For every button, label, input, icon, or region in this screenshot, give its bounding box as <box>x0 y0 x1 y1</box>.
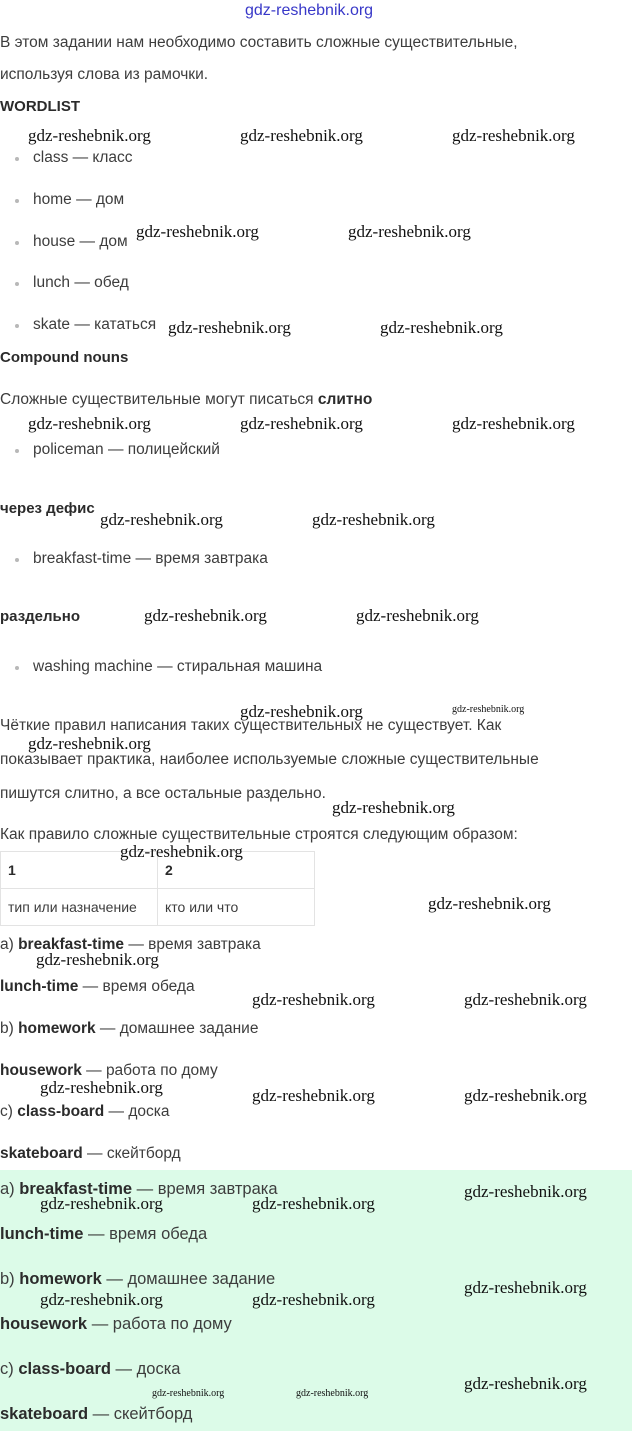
watermark: gdz-reshebnik.org <box>452 126 575 145</box>
answer-term: homework <box>19 1270 102 1288</box>
watermark: gdz-reshebnik.org <box>36 950 159 969</box>
example-prefix: b) <box>0 1020 19 1037</box>
intro-line-2: используя слова из рамочки. <box>0 66 209 83</box>
answer-a2 <box>0 1225 207 1244</box>
table-cell: кто или что <box>158 889 315 926</box>
watermark: gdz-reshebnik.org <box>240 702 363 721</box>
example-term: housework <box>0 1062 82 1079</box>
answer-translation: — домашнее задание <box>101 1270 276 1288</box>
watermark: gdz-reshebnik.org <box>296 1388 369 1399</box>
watermark: gdz-reshebnik.org <box>452 414 575 433</box>
compound-heading: Compound nouns <box>0 349 129 366</box>
watermark: gdz-reshebnik.org <box>100 510 223 529</box>
example-translation: — доска <box>104 1103 170 1120</box>
answer-term: breakfast-time <box>19 1180 133 1198</box>
watermark: gdz-reshebnik.org <box>348 222 471 241</box>
watermark: gdz-reshebnik.org <box>464 1086 587 1105</box>
answer-term: class-board <box>18 1360 111 1378</box>
watermark: gdz-reshebnik.org <box>464 990 587 1009</box>
watermark: gdz-reshebnik.org <box>464 1182 587 1201</box>
example-translation: — домашнее задание <box>95 1020 259 1037</box>
answer-prefix: a) <box>0 1180 20 1198</box>
example-c1 <box>0 1103 170 1121</box>
watermark: gdz-reshebnik.org <box>28 414 151 433</box>
answer-b2 <box>0 1315 232 1334</box>
watermark: gdz-reshebnik.org <box>464 1374 587 1393</box>
answer-prefix: b) <box>0 1270 20 1288</box>
table-row <box>1 889 315 926</box>
watermark: gdz-reshebnik.org <box>464 1278 587 1297</box>
example-a2 <box>0 978 195 996</box>
rules-line-1: Чёткие правил написания таких существительных не существует. Как <box>0 717 502 734</box>
watermark: gdz-reshebnik.org <box>252 1086 375 1105</box>
example-translation: — время завтрака <box>124 936 261 953</box>
example-translation: — время обеда <box>78 978 195 995</box>
table-header-cell: 1 <box>1 852 158 889</box>
hyphen-heading: через дефис <box>0 500 95 517</box>
example-translation: — работа по дому <box>81 1062 218 1079</box>
watermark: gdz-reshebnik.org <box>356 606 479 625</box>
watermark: gdz-reshebnik.org <box>40 1290 163 1309</box>
example-term: class-board <box>17 1103 105 1120</box>
watermark: gdz-reshebnik.org <box>40 1078 163 1097</box>
list-item: home — дом <box>33 191 125 208</box>
watermark: gdz-reshebnik.org <box>252 990 375 1009</box>
watermark: gdz-reshebnik.org <box>252 1194 375 1213</box>
rules-line-2: показывает практика, наиболее используемые сложные существительные <box>0 751 539 768</box>
watermark: gdz-reshebnik.org <box>452 704 525 715</box>
answer-term: lunch-time <box>0 1225 84 1243</box>
solid-text: Сложные существительные могут писаться <box>0 391 318 408</box>
example-term: lunch-time <box>0 978 79 995</box>
answer-translation: — доска <box>110 1360 181 1378</box>
list-item: house — дом <box>33 233 128 250</box>
structure-table <box>0 851 315 926</box>
example-translation: — скейтборд <box>82 1145 181 1162</box>
example-prefix: a) <box>0 936 19 953</box>
watermark: gdz-reshebnik.org <box>332 798 455 817</box>
answer-translation: — работа по дому <box>87 1315 232 1333</box>
wordlist-heading: WORDLIST <box>0 98 80 115</box>
list-item: policeman — полицейский <box>33 441 220 458</box>
watermark: gdz-reshebnik.org <box>120 842 243 861</box>
example-b1 <box>0 1020 258 1038</box>
watermark: gdz-reshebnik.org <box>40 1194 163 1213</box>
answer-translation: — время обеда <box>83 1225 208 1243</box>
answer-translation: — время завтрака <box>132 1180 278 1198</box>
example-c2 <box>0 1145 181 1163</box>
top-watermark: gdz-reshebnik.org <box>245 2 374 19</box>
intro-line-1: В этом задании нам необходимо составить сложные существительные, <box>0 34 518 51</box>
watermark: gdz-reshebnik.org <box>28 734 151 753</box>
example-term: homework <box>18 1020 96 1037</box>
watermark: gdz-reshebnik.org <box>240 126 363 145</box>
list-item: breakfast-time — время завтрака <box>33 550 268 567</box>
answer-c2 <box>0 1405 192 1424</box>
watermark: gdz-reshebnik.org <box>428 894 551 913</box>
list-item: lunch — обед <box>33 274 129 291</box>
example-prefix: c) <box>0 1103 18 1120</box>
list-item: skate — кататься <box>33 316 157 333</box>
answer-c1 <box>0 1360 180 1379</box>
example-term: skateboard <box>0 1145 83 1162</box>
table-header-cell: 2 <box>158 852 315 889</box>
watermark: gdz-reshebnik.org <box>252 1290 375 1309</box>
answer-prefix: c) <box>0 1360 19 1378</box>
list-item: class — класс <box>33 149 133 166</box>
separate-heading: раздельно <box>0 608 80 625</box>
watermark: gdz-reshebnik.org <box>136 222 259 241</box>
watermark: gdz-reshebnik.org <box>144 606 267 625</box>
watermark: gdz-reshebnik.org <box>28 126 151 145</box>
rules-line-3: пишутся слитно, а все остальные раздельно. <box>0 785 326 802</box>
rules-line-4: Как правило сложные существительные строятся следующим образом: <box>0 826 518 843</box>
watermark: gdz-reshebnik.org <box>380 318 503 337</box>
watermark: gdz-reshebnik.org <box>152 1388 225 1399</box>
table-cell: тип или назначение <box>1 889 158 926</box>
watermark: gdz-reshebnik.org <box>240 414 363 433</box>
watermark: gdz-reshebnik.org <box>312 510 435 529</box>
answer-term: skateboard <box>0 1405 89 1423</box>
solid-bold: слитно <box>317 391 373 408</box>
answer-translation: — скейтборд <box>88 1405 193 1423</box>
example-term: breakfast-time <box>18 936 125 953</box>
watermark: gdz-reshebnik.org <box>168 318 291 337</box>
list-item: washing machine — стиральная машина <box>33 658 323 675</box>
answer-b1 <box>0 1270 275 1289</box>
answer-term: housework <box>0 1315 88 1333</box>
solid-rule <box>0 391 372 409</box>
